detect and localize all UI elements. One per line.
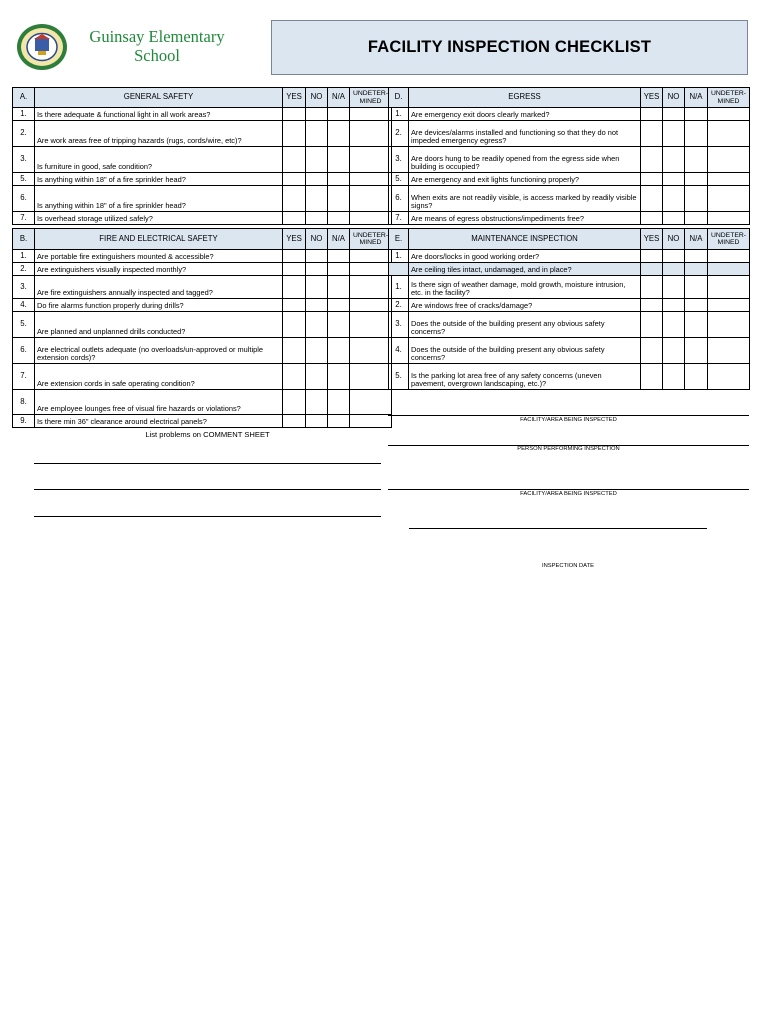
inspection-date-line[interactable] — [409, 528, 707, 529]
item-question: Are extinguishers visually inspected monthly? — [35, 263, 283, 276]
yes-checkbox[interactable] — [641, 338, 663, 364]
facility-area-line[interactable] — [388, 415, 749, 416]
undetermined-checkbox[interactable] — [350, 299, 392, 312]
col-undetermined: UNDETER-MINED — [708, 229, 750, 250]
no-checkbox[interactable] — [663, 212, 685, 225]
item-question: Is there sign of weather damage, mold growth, moisture intrusion, etc. in the facility? — [409, 276, 641, 299]
yes-checkbox[interactable] — [641, 364, 663, 390]
item-question: Are employee lounges free of visual fire hazards or violations? — [35, 390, 283, 415]
na-checkbox[interactable] — [328, 121, 350, 147]
item-question: When exits are not readily visible, is access marked by readily visible signs? — [409, 186, 641, 212]
item-question: Is there min 36" clearance around electrical panels? — [35, 415, 283, 428]
undetermined-checkbox[interactable] — [350, 108, 392, 121]
section-e-table — [388, 228, 750, 390]
item-number: 7. — [13, 212, 35, 225]
undetermined-checkbox[interactable] — [708, 186, 750, 212]
undetermined-checkbox[interactable] — [708, 212, 750, 225]
undetermined-checkbox[interactable] — [350, 186, 392, 212]
item-number: 3. — [13, 276, 35, 299]
na-checkbox[interactable] — [685, 186, 708, 212]
facility-area-label-2: FACILITY/AREA BEING INSPECTED — [520, 491, 617, 497]
undetermined-checkbox[interactable] — [350, 250, 392, 263]
item-number: 5. — [13, 312, 35, 338]
no-checkbox[interactable] — [663, 121, 685, 147]
undetermined-checkbox[interactable] — [350, 263, 392, 276]
na-checkbox[interactable] — [328, 276, 350, 299]
item-number: 3. — [389, 312, 409, 338]
no-checkbox[interactable] — [663, 263, 685, 276]
undetermined-checkbox[interactable] — [708, 338, 750, 364]
comment-note: List problems on COMMENT SHEET — [145, 430, 270, 439]
undetermined-checkbox[interactable] — [350, 121, 392, 147]
facility-area-label: FACILITY/AREA BEING INSPECTED — [520, 417, 617, 423]
item-number — [389, 263, 409, 276]
yes-checkbox[interactable] — [283, 121, 306, 147]
facility-area-line-2[interactable] — [388, 489, 749, 490]
col-no: NO — [306, 88, 328, 108]
na-checkbox[interactable] — [328, 212, 350, 225]
no-checkbox[interactable] — [306, 186, 328, 212]
comment-line[interactable] — [34, 516, 381, 517]
yes-checkbox[interactable] — [283, 364, 306, 390]
item-number: 7. — [389, 212, 409, 225]
undetermined-checkbox[interactable] — [350, 276, 392, 299]
no-checkbox[interactable] — [306, 147, 328, 173]
item-number: 9. — [13, 415, 35, 428]
item-number: 2. — [13, 121, 35, 147]
no-checkbox[interactable] — [306, 415, 328, 428]
item-question: Are means of egress obstructions/impediments free? — [409, 212, 641, 225]
undetermined-checkbox[interactable] — [350, 338, 392, 364]
no-checkbox[interactable] — [663, 250, 685, 263]
col-na: N/A — [685, 88, 708, 108]
item-number: 1. — [13, 250, 35, 263]
yes-checkbox[interactable] — [641, 312, 663, 338]
item-number: 6. — [13, 186, 35, 212]
section-letter: D. — [389, 88, 409, 108]
item-question: Are fire extinguishers annually inspected and tagged? — [35, 276, 283, 299]
item-question: Are emergency exit doors clearly marked? — [409, 108, 641, 121]
item-number: 1. — [389, 276, 409, 299]
item-number: 1. — [13, 108, 35, 121]
item-number: 2. — [389, 121, 409, 147]
na-checkbox[interactable] — [328, 173, 350, 186]
yes-checkbox[interactable] — [283, 212, 306, 225]
undetermined-checkbox[interactable] — [350, 212, 392, 225]
undetermined-checkbox[interactable] — [708, 276, 750, 299]
na-checkbox[interactable] — [328, 312, 350, 338]
col-na: N/A — [328, 88, 350, 108]
yes-checkbox[interactable] — [641, 250, 663, 263]
na-checkbox[interactable] — [328, 299, 350, 312]
no-checkbox[interactable] — [663, 147, 685, 173]
no-checkbox[interactable] — [306, 108, 328, 121]
item-question: Is the parking lot area free of any safety concerns (uneven pavement, overgrown landscaping, etc.)? — [409, 364, 641, 390]
yes-checkbox[interactable] — [283, 338, 306, 364]
no-checkbox[interactable] — [663, 338, 685, 364]
no-checkbox[interactable] — [306, 338, 328, 364]
undetermined-checkbox[interactable] — [708, 147, 750, 173]
item-number: 1. — [389, 250, 409, 263]
na-checkbox[interactable] — [685, 121, 708, 147]
col-undetermined: UNDETER-MINED — [708, 88, 750, 108]
item-number: 5. — [389, 173, 409, 186]
no-checkbox[interactable] — [306, 299, 328, 312]
na-checkbox[interactable] — [685, 338, 708, 364]
no-checkbox[interactable] — [306, 276, 328, 299]
undetermined-checkbox[interactable] — [350, 415, 392, 428]
item-question: Are work areas free of tripping hazards (rugs, cords/wire, etc)? — [35, 121, 283, 147]
yes-checkbox[interactable] — [283, 415, 306, 428]
section-a-table — [12, 87, 392, 225]
col-undetermined: UNDETER-MINED — [350, 229, 392, 250]
na-checkbox[interactable] — [685, 147, 708, 173]
item-question: Are windows free of cracks/damage? — [409, 299, 641, 312]
item-question: Is overhead storage utilized safely? — [35, 212, 283, 225]
item-number: 6. — [13, 338, 35, 364]
page-title: FACILITY INSPECTION CHECKLIST — [271, 20, 748, 75]
no-checkbox[interactable] — [663, 299, 685, 312]
undetermined-checkbox[interactable] — [350, 147, 392, 173]
item-question: Is there adequate & functional light in all work areas? — [35, 108, 283, 121]
col-no: NO — [663, 88, 685, 108]
section-title: EGRESS — [409, 88, 641, 108]
no-checkbox[interactable] — [306, 173, 328, 186]
na-checkbox[interactable] — [685, 276, 708, 299]
section-letter: A. — [13, 88, 35, 108]
yes-checkbox[interactable] — [283, 276, 306, 299]
na-checkbox[interactable] — [328, 415, 350, 428]
section-title: MAINTENANCE INSPECTION — [409, 229, 641, 250]
col-no: NO — [306, 229, 328, 250]
item-number: 8. — [13, 390, 35, 415]
col-yes: YES — [641, 229, 663, 250]
item-question: Are electrical outlets adequate (no overloads/un-approved or multiple extension cords)? — [35, 338, 283, 364]
no-checkbox[interactable] — [306, 390, 328, 415]
item-question: Does the outside of the building present any obvious safety concerns? — [409, 312, 641, 338]
na-checkbox[interactable] — [328, 186, 350, 212]
yes-checkbox[interactable] — [641, 121, 663, 147]
item-question: Are doors hung to be readily opened from the egress side when building is occupied? — [409, 147, 641, 173]
na-checkbox[interactable] — [328, 390, 350, 415]
no-checkbox[interactable] — [663, 186, 685, 212]
yes-checkbox[interactable] — [283, 250, 306, 263]
item-number: 2. — [389, 299, 409, 312]
no-checkbox[interactable] — [306, 212, 328, 225]
yes-checkbox[interactable] — [641, 186, 663, 212]
yes-checkbox[interactable] — [283, 186, 306, 212]
no-checkbox[interactable] — [663, 276, 685, 299]
comment-line[interactable] — [34, 489, 381, 490]
item-question: Are ceiling tiles intact, undamaged, and in place? — [409, 263, 641, 276]
yes-checkbox[interactable] — [641, 276, 663, 299]
col-no: NO — [663, 229, 685, 250]
yes-checkbox[interactable] — [641, 212, 663, 225]
section-title: FIRE AND ELECTRICAL SAFETY — [35, 229, 283, 250]
school-name: Guinsay Elementary School — [89, 27, 225, 65]
yes-checkbox[interactable] — [283, 108, 306, 121]
yes-checkbox[interactable] — [283, 299, 306, 312]
na-checkbox[interactable] — [685, 173, 708, 186]
yes-checkbox[interactable] — [283, 147, 306, 173]
na-checkbox[interactable] — [685, 312, 708, 338]
na-checkbox[interactable] — [328, 364, 350, 390]
item-number: 1. — [389, 108, 409, 121]
yes-checkbox[interactable] — [283, 173, 306, 186]
yes-checkbox[interactable] — [641, 108, 663, 121]
undetermined-checkbox[interactable] — [708, 121, 750, 147]
na-checkbox[interactable] — [685, 250, 708, 263]
undetermined-checkbox[interactable] — [708, 312, 750, 338]
no-checkbox[interactable] — [663, 364, 685, 390]
undetermined-checkbox[interactable] — [708, 263, 750, 276]
yes-checkbox[interactable] — [283, 263, 306, 276]
item-question: Are portable fire extinguishers mounted & accessible? — [35, 250, 283, 263]
comment-line[interactable] — [34, 463, 381, 464]
no-checkbox[interactable] — [663, 173, 685, 186]
item-number: 6. — [389, 186, 409, 212]
no-checkbox[interactable] — [306, 364, 328, 390]
inspection-date-label: INSPECTION DATE — [541, 563, 595, 569]
item-question: Are emergency and exit lights functioning properly? — [409, 173, 641, 186]
section-title: GENERAL SAFETY — [35, 88, 283, 108]
item-number: 5. — [13, 173, 35, 186]
no-checkbox[interactable] — [306, 121, 328, 147]
undetermined-checkbox[interactable] — [708, 364, 750, 390]
yes-checkbox[interactable] — [283, 312, 306, 338]
na-checkbox[interactable] — [685, 299, 708, 312]
col-yes: YES — [283, 88, 306, 108]
no-checkbox[interactable] — [306, 250, 328, 263]
section-d-table — [388, 87, 750, 225]
no-checkbox[interactable] — [663, 108, 685, 121]
person-label: PERSON PERFORMING INSPECTION — [517, 446, 620, 452]
na-checkbox[interactable] — [328, 147, 350, 173]
no-checkbox[interactable] — [306, 312, 328, 338]
undetermined-checkbox[interactable] — [708, 250, 750, 263]
undetermined-checkbox[interactable] — [708, 173, 750, 186]
yes-checkbox[interactable] — [641, 299, 663, 312]
col-undetermined: UNDETER-MINED — [350, 88, 392, 108]
item-number: 7. — [13, 364, 35, 390]
undetermined-checkbox[interactable] — [350, 173, 392, 186]
yes-checkbox[interactable] — [641, 263, 663, 276]
yes-checkbox[interactable] — [283, 390, 306, 415]
item-question: Are extension cords in safe operating condition? — [35, 364, 283, 390]
item-number: 4. — [13, 299, 35, 312]
undetermined-checkbox[interactable] — [350, 364, 392, 390]
col-na: N/A — [685, 229, 708, 250]
undetermined-checkbox[interactable] — [350, 390, 392, 415]
col-yes: YES — [283, 229, 306, 250]
item-number: 2. — [13, 263, 35, 276]
item-question: Is furniture in good, safe condition? — [35, 147, 283, 173]
undetermined-checkbox[interactable] — [708, 108, 750, 121]
na-checkbox[interactable] — [328, 250, 350, 263]
item-number: 3. — [389, 147, 409, 173]
item-question: Do fire alarms function properly during drills? — [35, 299, 283, 312]
na-checkbox[interactable] — [685, 108, 708, 121]
item-question: Are devices/alarms installed and functioning so that they do not impeded emergency egress? — [409, 121, 641, 147]
col-yes: YES — [641, 88, 663, 108]
undetermined-checkbox[interactable] — [708, 299, 750, 312]
item-question: Is anything within 18" of a fire sprinkler head? — [35, 186, 283, 212]
item-question: Is anything within 18" of a fire sprinkler head? — [35, 173, 283, 186]
no-checkbox[interactable] — [663, 312, 685, 338]
na-checkbox[interactable] — [685, 212, 708, 225]
section-letter: B. — [13, 229, 35, 250]
na-checkbox[interactable] — [328, 263, 350, 276]
na-checkbox[interactable] — [328, 338, 350, 364]
item-question: Are doors/locks in good working order? — [409, 250, 641, 263]
item-number: 5. — [389, 364, 409, 390]
undetermined-checkbox[interactable] — [350, 312, 392, 338]
item-question: Are planned and unplanned drills conducted? — [35, 312, 283, 338]
na-checkbox[interactable] — [685, 263, 708, 276]
yes-checkbox[interactable] — [641, 173, 663, 186]
na-checkbox[interactable] — [328, 108, 350, 121]
col-na: N/A — [328, 229, 350, 250]
no-checkbox[interactable] — [306, 263, 328, 276]
item-number: 3. — [13, 147, 35, 173]
yes-checkbox[interactable] — [641, 147, 663, 173]
na-checkbox[interactable] — [685, 364, 708, 390]
school-seal-logo — [14, 22, 70, 72]
item-question: Does the outside of the building present any obvious safety concerns? — [409, 338, 641, 364]
section-letter: E. — [389, 229, 409, 250]
section-b-table — [12, 228, 392, 428]
item-number: 4. — [389, 338, 409, 364]
